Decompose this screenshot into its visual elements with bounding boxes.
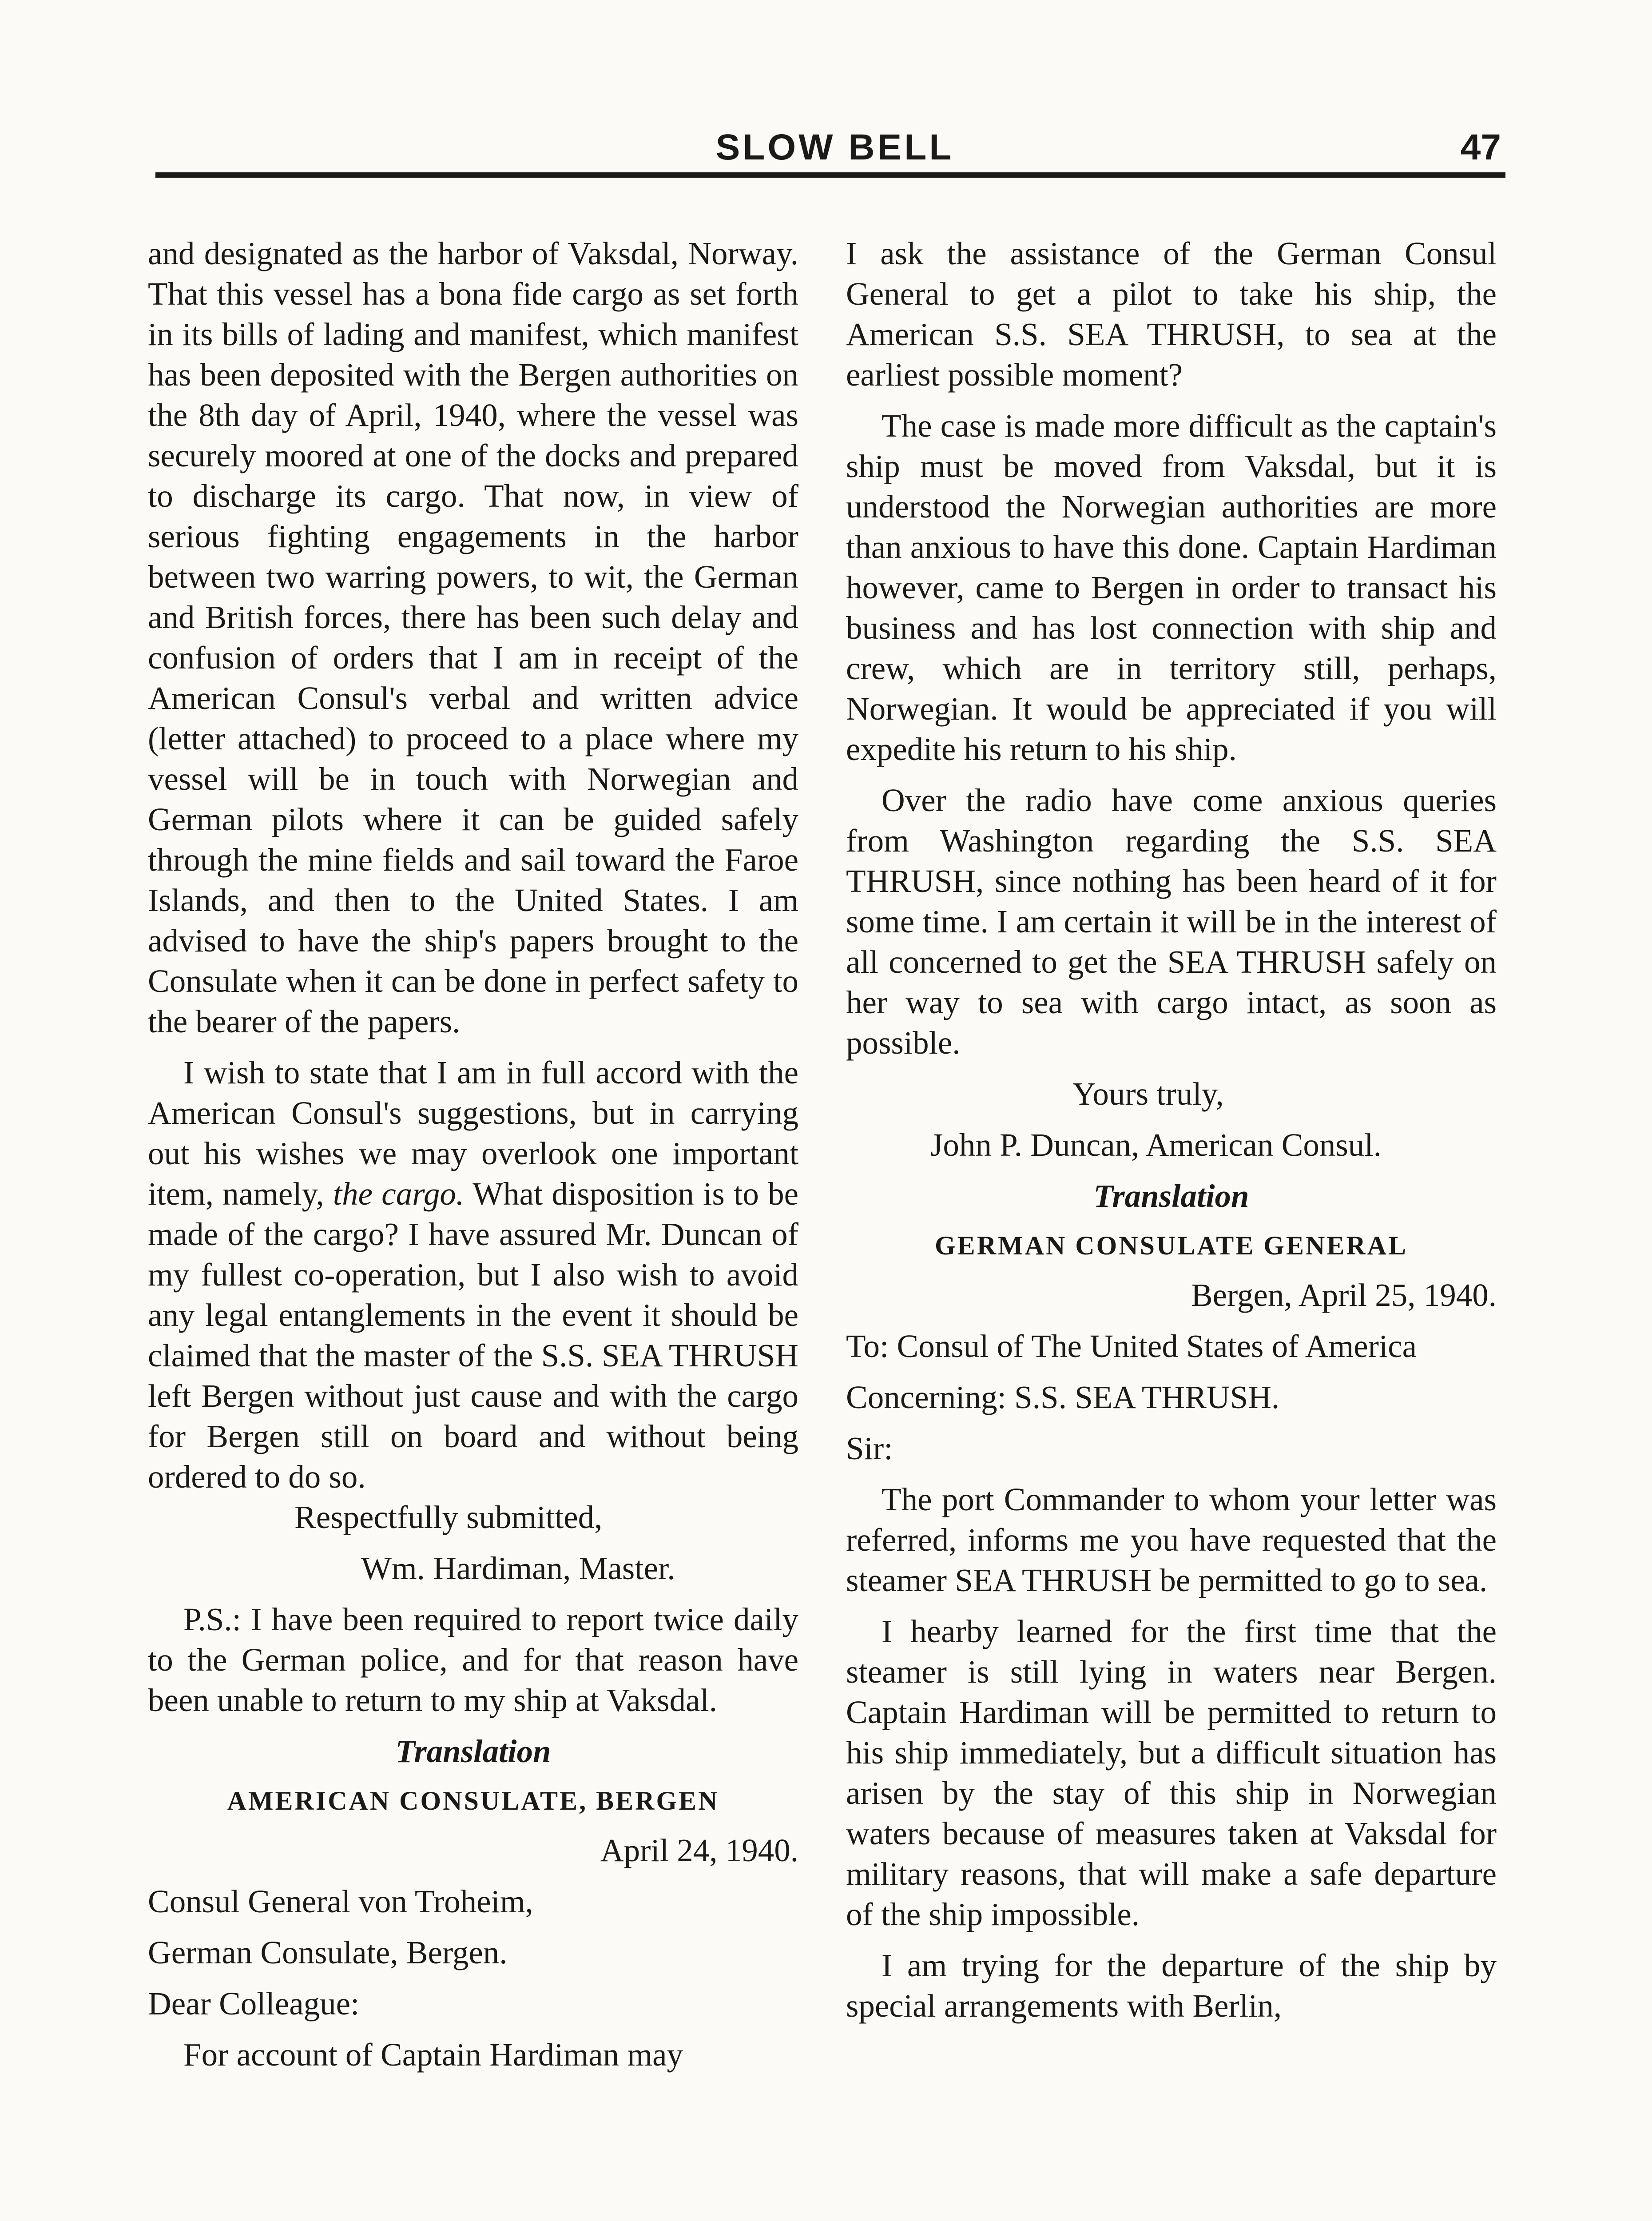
- paragraph: The case is made more difficult as the captain's ship must be moved from Vaksdal, but it is understood the Norwegian authorities are more than anxious to have this done. Captain Hardiman however, came to Bergen in order to transact his business and has lost connection with ship and crew, which are in territory still, perhaps, Norwegian. It would be appreciated if you will expedite his return to his ship.: [846, 408, 1497, 767]
- header-rule: [155, 172, 1505, 178]
- paragraph: I wish to state that I am in full accord with the American Consul's suggestions, but in carrying out his wishes we may overlook one important item, namely, the cargo. What disposition is to be made of the cargo? I have assured Mr. Duncan of my fullest co-operation, but I also wish to avoid any legal entanglements in the event it should be claimed that the master of the S.S. SEA THRUSH left Bergen without just cause and with the cargo for Bergen still on board and without being ordered to do so.: [148, 1055, 798, 1495]
- emphasis: the cargo.: [333, 1176, 465, 1212]
- signoff: Respectfully submitted,: [294, 1499, 603, 1535]
- paragraph: and designated as the harbor of Vaksdal, Norway. That this vessel has a bona fide cargo as set forth in its bills of lading and manifest, which manifest has been deposited with the Bergen authorities on the 8th day of April, 1940, where the vessel was securely moored at one of the docks and prepared to discharge its cargo. That now, in view of serious fighting engagements in the harbor between two warring powers, to wit, the German and British forces, there has been such delay and confusion of orders that I am in receipt of the American Consul's verbal and written advice (letter attached) to proceed to a place where my vessel will be in touch with Norwegian and German pilots where it can be guided safely through the mine fields and sail toward the Faroe Islands, and then to the United States. I am advised to have the ship's papers brought to the Consulate when it can be done in perfect safety to the bearer of the papers.: [148, 235, 798, 1039]
- address-line: German Consulate, Bergen.: [148, 1934, 508, 1970]
- paragraph: For account of Captain Hardiman may: [183, 2037, 683, 2073]
- recipient-line: To: Consul of The United States of America: [846, 1328, 1417, 1364]
- translation-heading: Translation: [395, 1733, 551, 1769]
- salutation: Sir:: [846, 1430, 893, 1466]
- letter-date: Bergen, April 25, 1940.: [1191, 1277, 1497, 1313]
- address-line: Consul General von Troheim,: [148, 1883, 533, 1919]
- paragraph: The port Commander to whom your letter was referred, informs me you have requested that the steamer SEA THRUSH be permitted to go to sea.: [846, 1481, 1497, 1598]
- right-column: [846, 233, 1497, 2037]
- consulate-heading: AMERICAN CONSULATE, BERGEN: [227, 1786, 719, 1815]
- letter-date: April 24, 1940.: [600, 1832, 798, 1868]
- signature: Wm. Hardiman, Master.: [361, 1550, 675, 1586]
- running-header: [169, 118, 1501, 189]
- signature: John P. Duncan, American Consul.: [930, 1127, 1382, 1163]
- translation-heading: Translation: [1093, 1178, 1249, 1214]
- consulate-heading: GERMAN CONSULATE GENERAL: [935, 1231, 1408, 1260]
- page-number: 47: [1460, 127, 1501, 167]
- paragraph: I ask the assistance of the German Consul General to get a pilot to take his ship, the American S.S. SEA THRUSH, to sea at the earliest possible moment?: [846, 235, 1497, 393]
- postscript: P.S.: I have been required to report twice daily to the German police, and for that reason have been unable to return to my ship at Vaksdal.: [148, 1601, 798, 1718]
- left-column: [148, 233, 798, 2086]
- signoff: Yours truly,: [1072, 1076, 1224, 1112]
- paragraph: I am trying for the departure of the ship by special arrangements with Berlin,: [846, 1947, 1497, 2024]
- salutation: Dear Colleague:: [148, 1986, 360, 2022]
- subject-line: Concerning: S.S. SEA THRUSH.: [846, 1379, 1280, 1415]
- running-title: SLOW BELL: [715, 127, 954, 167]
- paragraph: Over the radio have come anxious queries from Washington regarding the S.S. SEA THRUSH, since nothing has been heard of it for some time. I am certain it will be in the interest of all concerned to get the SEA THRUSH safely on her way to sea with cargo intact, as soon as possible.: [846, 782, 1497, 1061]
- paragraph: I hearby learned for the first time that the steamer is still lying in waters near Bergen. Captain Hardiman will be permitted to return to his ship immediately, but a difficult situation has arisen by the stay of this ship in Norwegian waters because of measures taken at Vaksdal for military reasons, that will make a safe departure of the ship impossible.: [846, 1613, 1497, 1932]
